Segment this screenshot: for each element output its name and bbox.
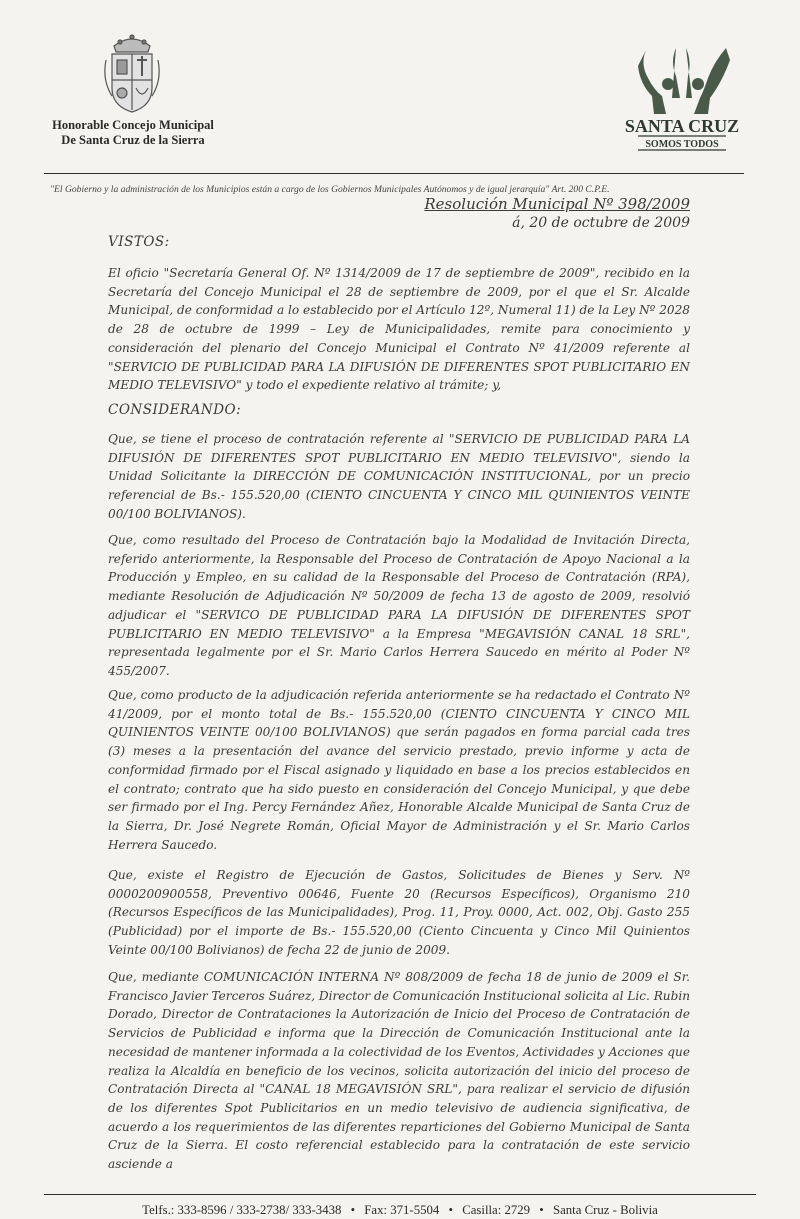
footer-casilla: Casilla: 2729 bbox=[462, 1203, 531, 1217]
resolution-date: á, 20 de octubre de 2009 bbox=[512, 215, 690, 231]
footer-separator: • bbox=[350, 1203, 356, 1217]
footer-phones: Telfs.: 333-8596 / 333-2738/ 333-3438 bbox=[142, 1203, 342, 1217]
footer-separator: • bbox=[539, 1203, 544, 1217]
council-name-line1: Honorable Concejo Municipal bbox=[52, 118, 214, 132]
council-name bbox=[40, 118, 226, 148]
footer-city: Santa Cruz - Bolivia bbox=[552, 1203, 658, 1217]
santa-cruz-logo bbox=[618, 44, 746, 154]
footer-separator: • bbox=[448, 1203, 453, 1217]
council-name-line2: De Santa Cruz de la Sierra bbox=[61, 133, 205, 147]
paragraph-considerando-3: Que, como producto de la adjudicación referida anteriormente se ha redactado el Contrato Nº 41/2009, por el monto total de Bs.- 155.520,00 (CIENTO CINCUENTA Y CINCO MIL QUINIENTOS VEINTE 00/100 BOLIVIANOS) que serán pagados en forma parcial cada tres (3) meses a la presentación del avance del servicio prestado, previo informe y acta de conformidad firmado por el Fiscal asignado y liquidado en base a los precios establecidos en el contrato; contrato que ha sido puesto en consideración del Concejo Municipal, y que debe ser firmado por el Ing. Percy Fernández Añez, Honorable Alcalde Municipal de Santa Cruz de la Sierra, Dr. José Negrete Román, Oficial Mayor de Administración y el Sr. Mario Carlos Herrera Saucedo. bbox=[108, 688, 690, 852]
footer-contact bbox=[44, 1203, 756, 1218]
section-considerando: CONSIDERANDO: bbox=[108, 402, 242, 418]
brand-name: SANTA CRUZ bbox=[624, 116, 740, 136]
paragraph-vistos: El oficio "Secretaría General Of. Nº 1314/2009 de 17 de septiembre de 2009", recibido en la Secretaría del Concejo Municipal el 28 de septiembre de 2009, por el que el Sr. Alcalde Municipal, de conformidad a lo establecido por el Artículo 12º, Numeral 11) de la Ley Nº 2028 de 28 de octubre de 1999 – Ley de Municipalidades, remite para conocimiento y consideración del plenario del Concejo Municipal el Contrato Nº 41/2009 referente al "SERVICIO DE PUBLICIDAD PARA LA DIFUSIÓN DE DIFERENTES SPOT PUBLICITARIO EN MEDIO TELEVISIVO" y todo el expediente relativo al trámite; y, bbox=[108, 266, 690, 393]
footer-divider bbox=[44, 1194, 756, 1195]
paragraph-considerando-4: Que, existe el Registro de Ejecución de Gastos, Solicitudes de Bienes y Serv. Nº 0000200900558, Preventivo 00646, Fuente 20 (Recursos Específicos), Organismo 210 (Recursos Específicos de las Municipalidades), Prog. 11, Proy. 0000, Act. 002, Obj. Gasto 255 (Publicidad) por el importe de Bs.- 155.520,00 (Ciento Cincuenta y Cinco Mil Quinientos Veinte 00/100 Bolivianos) de fecha 22 de junio de 2009. bbox=[108, 868, 690, 957]
resolution-title: Resolución Municipal Nº 398/2009 bbox=[424, 195, 690, 213]
constitution-motto: "El Gobierno y la administración de los Municipios están a cargo de los Gobiernos Municipales Autónomos y de igual jerarquía" Art. 200 C.P.E. bbox=[50, 184, 610, 195]
coat-of-arms-icon bbox=[100, 30, 164, 116]
brand-tagline: SOMOS TODOS bbox=[645, 139, 719, 150]
paragraph-considerando-1: Que, se tiene el proceso de contratación referente al "SERVICIO DE PUBLICIDAD PARA LA DIFUSIÓN DE DIFERENTES SPOT PUBLICITARIO EN MEDIO TELEVISIVO", siendo la Unidad Solicitante la DIRECCIÓN DE COMUNICACIÓN INSTITUCIONAL, por un precio referencial de Bs.- 155.520,00 (CIENTO CINCUENTA Y CINCO MIL QUINIENTOS VEINTE 00/100 BOLIVIANOS). bbox=[108, 432, 690, 521]
paragraph-considerando-2: Que, como resultado del Proceso de Contratación bajo la Modalidad de Invitación Directa, referido anteriormente, la Responsable del Proceso de Contratación de Apoyo Nacional a la Producción y Empleo, en su calidad de la Responsable del Proceso de Contratación (RPA), mediante Resolución de Adjudicación Nº 50/2009 de fecha 13 de agosto de 2009, resolvió adjudicar el "SERVICO DE PUBLICIDAD PARA LA DIFUSIÓN DE DIFERENTES SPOT PUBLICITARIO EN MEDIO TELEVISIVO" a la Empresa "MEGAVISIÓN CANAL 18 SRL", representada legalmente por el Sr. Mario Carlos Herrera Saucedo en mérito al Poder Nº 455/2007. bbox=[108, 533, 690, 678]
paragraph-considerando-5: Que, mediante COMUNICACIÓN INTERNA Nº 808/2009 de fecha 18 de junio de 2009 el Sr. Francisco Javier Terceros Suárez, Director de Comunicación Institucional solicita al Lic. Rubin Dorado, Director de Contrataciones la Autorización de Inicio del Proceso de Contratación de Servicios de Publicidad e informa que la Dirección de Comunicación Institucional ante la necesidad de mantener informada a la colectividad de los Eventos, Actividades y Acciones que realiza la Alcaldía en beneficio de los vecinos, solicita autorización del inicio del proceso de Contratación Directa al "CANAL 18 MEGAVISIÓN SRL", para realizar el servicio de difusión de los diferentes Spot Publicitarios en un medio televisivo de audiencia significativa, de acuerdo a los requerimientos de las diferentes reparticiones del Gobierno Municipal de Santa Cruz de la Sierra. El costo referencial establecido para la contratación de este servicio asciende a bbox=[108, 970, 690, 1172]
header-divider bbox=[44, 173, 744, 174]
footer-fax: Fax: 371-5504 bbox=[364, 1203, 440, 1217]
section-vistos: VISTOS: bbox=[108, 234, 170, 250]
